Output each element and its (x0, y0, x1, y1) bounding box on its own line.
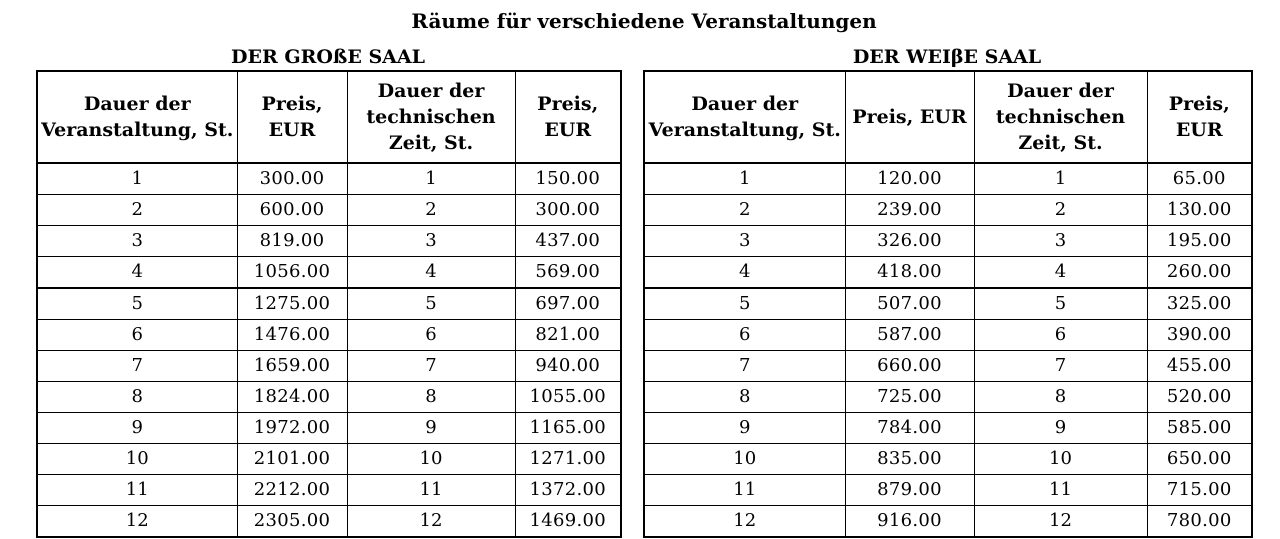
cell-duration: 9 (644, 413, 845, 444)
hall-title-grosser-saal: DER GROßE SAAL (230, 46, 426, 68)
table-row (644, 320, 1252, 351)
cell-tech-price: 150.00 (515, 163, 621, 195)
cell-tech-time: 1 (974, 163, 1147, 195)
cell-duration: 6 (37, 320, 237, 351)
cell-price: 1659.00 (237, 351, 347, 382)
cell-duration: 4 (644, 257, 845, 289)
cell-tech-price: 325.00 (1147, 288, 1252, 320)
cell-tech-price: 130.00 (1147, 195, 1252, 226)
table-row (644, 226, 1252, 257)
cell-tech-time: 8 (974, 382, 1147, 413)
cell-duration: 8 (37, 382, 237, 413)
cell-tech-price: 940.00 (515, 351, 621, 382)
cell-duration: 5 (37, 288, 237, 320)
cell-price: 2212.00 (237, 475, 347, 506)
header-tech-price: Preis, EUR (1147, 71, 1252, 163)
table-row (644, 163, 1252, 195)
cell-tech-price: 455.00 (1147, 351, 1252, 382)
cell-tech-time: 12 (347, 506, 515, 538)
cell-tech-time: 1 (347, 163, 515, 195)
cell-tech-time: 10 (347, 444, 515, 475)
header-tech-time: Dauer der technischen Zeit, St. (347, 71, 515, 163)
table-row (644, 506, 1252, 538)
cell-tech-price: 569.00 (515, 257, 621, 289)
cell-price: 418.00 (845, 257, 974, 289)
cell-price: 819.00 (237, 226, 347, 257)
cell-price: 725.00 (845, 382, 974, 413)
cell-tech-price: 780.00 (1147, 506, 1252, 538)
cell-duration: 6 (644, 320, 845, 351)
table-row (644, 475, 1252, 506)
cell-tech-price: 520.00 (1147, 382, 1252, 413)
table-row (37, 351, 621, 382)
table-row (37, 288, 621, 320)
cell-price: 1972.00 (237, 413, 347, 444)
cell-duration: 7 (644, 351, 845, 382)
page-title: Räume für verschiedene Veranstaltungen (411, 9, 877, 33)
cell-duration: 11 (37, 475, 237, 506)
cell-tech-time: 9 (347, 413, 515, 444)
cell-tech-time: 3 (974, 226, 1147, 257)
cell-tech-time: 10 (974, 444, 1147, 475)
cell-tech-time: 3 (347, 226, 515, 257)
cell-tech-time: 5 (347, 288, 515, 320)
cell-duration: 2 (644, 195, 845, 226)
table-row (37, 226, 621, 257)
cell-tech-time: 2 (974, 195, 1147, 226)
table-row (644, 444, 1252, 475)
cell-tech-price: 390.00 (1147, 320, 1252, 351)
cell-price: 239.00 (845, 195, 974, 226)
cell-tech-time: 11 (347, 475, 515, 506)
cell-price: 507.00 (845, 288, 974, 320)
cell-tech-price: 697.00 (515, 288, 621, 320)
cell-price: 1056.00 (237, 257, 347, 289)
cell-price: 2101.00 (237, 444, 347, 475)
cell-duration: 3 (37, 226, 237, 257)
header-price: Preis, EUR (845, 71, 974, 163)
table-row (37, 506, 621, 538)
cell-price: 879.00 (845, 475, 974, 506)
cell-duration: 3 (644, 226, 845, 257)
table-body (644, 163, 1252, 537)
cell-tech-price: 195.00 (1147, 226, 1252, 257)
cell-tech-time: 8 (347, 382, 515, 413)
cell-tech-time: 4 (974, 257, 1147, 289)
cell-tech-time: 2 (347, 195, 515, 226)
cell-tech-time: 9 (974, 413, 1147, 444)
cell-tech-price: 1165.00 (515, 413, 621, 444)
cell-tech-price: 1469.00 (515, 506, 621, 538)
cell-tech-time: 4 (347, 257, 515, 289)
cell-price: 2305.00 (237, 506, 347, 538)
table-row (37, 163, 621, 195)
cell-duration: 7 (37, 351, 237, 382)
cell-tech-price: 300.00 (515, 195, 621, 226)
table-body (37, 163, 621, 537)
cell-duration: 8 (644, 382, 845, 413)
cell-tech-price: 1372.00 (515, 475, 621, 506)
cell-duration: 10 (37, 444, 237, 475)
cell-tech-price: 585.00 (1147, 413, 1252, 444)
table-row (37, 257, 621, 289)
header-duration: Dauer der Veranstaltung, St. (644, 71, 845, 163)
cell-duration: 1 (37, 163, 237, 195)
table-row (644, 351, 1252, 382)
cell-duration: 9 (37, 413, 237, 444)
header-price: Preis, EUR (237, 71, 347, 163)
cell-tech-price: 1271.00 (515, 444, 621, 475)
table-row (37, 475, 621, 506)
cell-price: 587.00 (845, 320, 974, 351)
cell-price: 835.00 (845, 444, 974, 475)
table-row (37, 382, 621, 413)
header-tech-price: Preis, EUR (515, 71, 621, 163)
cell-price: 120.00 (845, 163, 974, 195)
price-table-grosser-saal (36, 70, 622, 538)
cell-price: 916.00 (845, 506, 974, 538)
table-row (37, 195, 621, 226)
cell-tech-price: 65.00 (1147, 163, 1252, 195)
cell-tech-price: 260.00 (1147, 257, 1252, 289)
cell-duration: 1 (644, 163, 845, 195)
cell-duration: 10 (644, 444, 845, 475)
cell-duration: 12 (37, 506, 237, 538)
table-row (644, 257, 1252, 289)
table-row (644, 382, 1252, 413)
table-row (644, 288, 1252, 320)
cell-tech-price: 650.00 (1147, 444, 1252, 475)
header-tech-time: Dauer der technischen Zeit, St. (974, 71, 1147, 163)
cell-tech-price: 821.00 (515, 320, 621, 351)
cell-duration: 2 (37, 195, 237, 226)
table-header-row (644, 71, 1252, 163)
cell-price: 326.00 (845, 226, 974, 257)
cell-tech-time: 11 (974, 475, 1147, 506)
cell-price: 1824.00 (237, 382, 347, 413)
cell-duration: 12 (644, 506, 845, 538)
cell-price: 784.00 (845, 413, 974, 444)
cell-tech-price: 437.00 (515, 226, 621, 257)
cell-tech-time: 7 (347, 351, 515, 382)
cell-tech-time: 6 (974, 320, 1147, 351)
price-table-weisser-saal (643, 70, 1253, 538)
cell-duration: 5 (644, 288, 845, 320)
table-row (37, 320, 621, 351)
header-duration: Dauer der Veranstaltung, St. (37, 71, 237, 163)
table-row (644, 413, 1252, 444)
cell-price: 300.00 (237, 163, 347, 195)
table-row (37, 413, 621, 444)
table-row (37, 444, 621, 475)
table-row (644, 195, 1252, 226)
cell-tech-time: 12 (974, 506, 1147, 538)
cell-tech-time: 5 (974, 288, 1147, 320)
cell-price: 1476.00 (237, 320, 347, 351)
cell-tech-price: 1055.00 (515, 382, 621, 413)
cell-duration: 4 (37, 257, 237, 289)
cell-price: 1275.00 (237, 288, 347, 320)
cell-duration: 11 (644, 475, 845, 506)
cell-tech-time: 6 (347, 320, 515, 351)
hall-title-weisser-saal: DER WEIβE SAAL (852, 46, 1042, 68)
cell-tech-price: 715.00 (1147, 475, 1252, 506)
cell-price: 600.00 (237, 195, 347, 226)
cell-price: 660.00 (845, 351, 974, 382)
cell-tech-time: 7 (974, 351, 1147, 382)
table-header-row (37, 71, 621, 163)
